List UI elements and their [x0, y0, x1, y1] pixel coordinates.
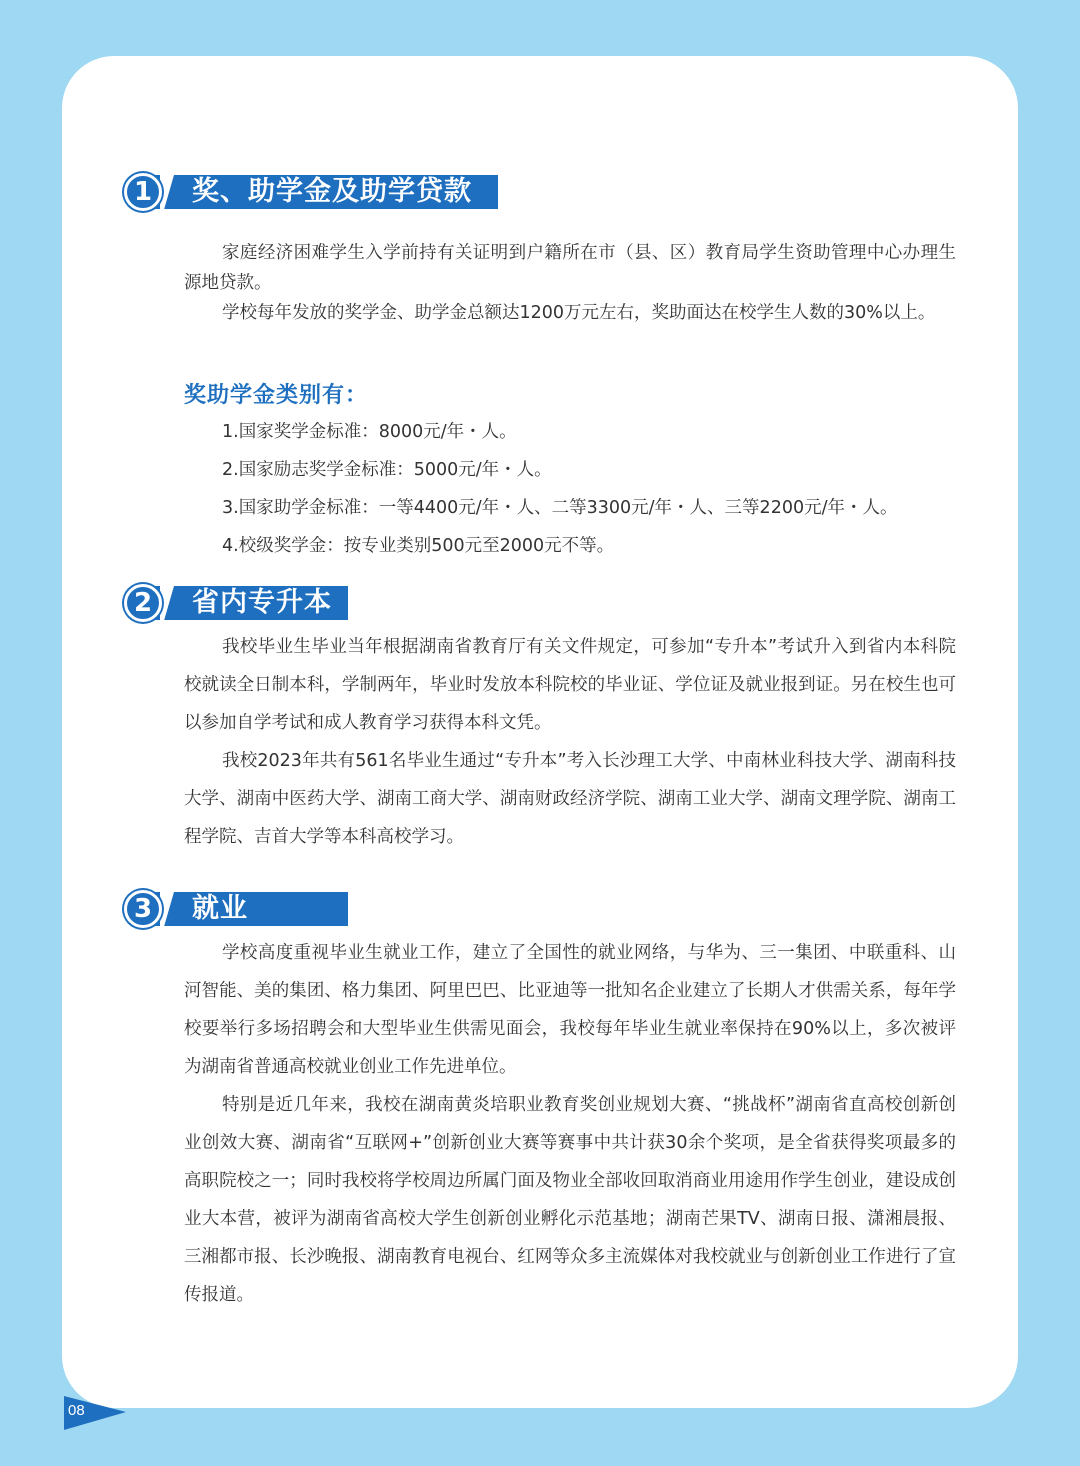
list-item: 1.国家奖学金标准：8000元/年・人。	[222, 422, 517, 442]
section-header-2	[124, 584, 348, 622]
list-item: 3.国家助学金标准：一等4400元/年・人、二等3300元/年・人、三等2200元/年・人。	[222, 498, 898, 518]
paragraph: 我校毕业生毕业当年根据湖南省教育厅有关文件规定，可参加“专升本”考试升入到省内本科院校就读全日制本科，学制两年，毕业时发放本科院校的毕业证、学位证及就业报到证。另在校生也可以参加自学考试和成人教育学习获得本科文凭。	[184, 637, 956, 733]
section-header-3	[124, 890, 348, 928]
section-number-badge: 3	[124, 890, 162, 928]
page-number: 08	[68, 1402, 85, 1419]
list-item: 2.国家励志奖学金标准：5000元/年・人。	[222, 460, 552, 480]
list-item: 4.校级奖学金：按专业类别500元至2000元不等。	[222, 536, 615, 556]
section-number-badge: 1	[124, 173, 162, 211]
section-title: 省内专升本	[192, 587, 332, 618]
section-number-badge: 2	[124, 584, 162, 622]
section-title: 奖、助学金及助学贷款	[192, 176, 472, 207]
section-title: 就业	[192, 893, 248, 924]
subheading: 奖助学金类别有：	[184, 383, 369, 408]
paragraph: 家庭经济困难学生入学前持有关证明到户籍所在市（县、区）教育局学生资助管理中心办理生源地贷款。	[184, 243, 956, 293]
paragraph: 学校每年发放的奖学金、助学金总额达1200万元左右，奖助面达在校学生人数的30%以上。	[222, 303, 936, 323]
paragraph: 我校2023年共有561名毕业生通过“专升本”考入长沙理工大学、中南林业科技大学、湖南科技大学、湖南中医药大学、湖南工商大学、湖南财政经济学院、湖南工业大学、湖南文理学院、湖南工程学院、吉首大学等本科高校学习。	[184, 751, 956, 847]
section-header-1	[124, 173, 498, 211]
paragraph: 学校高度重视毕业生就业工作，建立了全国性的就业网络，与华为、三一集团、中联重科、山河智能、美的集团、格力集团、阿里巴巴、比亚迪等一批知名企业建立了长期人才供需关系，每年学校要举行多场招聘会和大型毕业生供需见面会，我校每年毕业生就业率保持在90%以上，多次被评为湖南省普通高校就业创业工作先进单位。	[184, 943, 956, 1077]
scholarship-list	[222, 417, 898, 569]
paragraph: 特别是近几年来，我校在湖南黄炎培职业教育奖创业规划大赛、“挑战杯”湖南省直高校创新创业创效大赛、湖南省“互联网+”创新创业大赛等赛事中共计获30余个奖项，是全省获得奖项最多的高职院校之一；同时我校将学校周边所属门面及物业全部收回取消商业用途用作学生创业，建设成创业大本营，被评为湖南省高校大学生创新创业孵化示范基地；湖南芒果TV、湖南日报、潇湘晨报、三湘都市报、长沙晚报、湖南教育电视台、红网等众多主流媒体对我校就业与创新创业工作进行了宣传报道。	[184, 1095, 956, 1305]
